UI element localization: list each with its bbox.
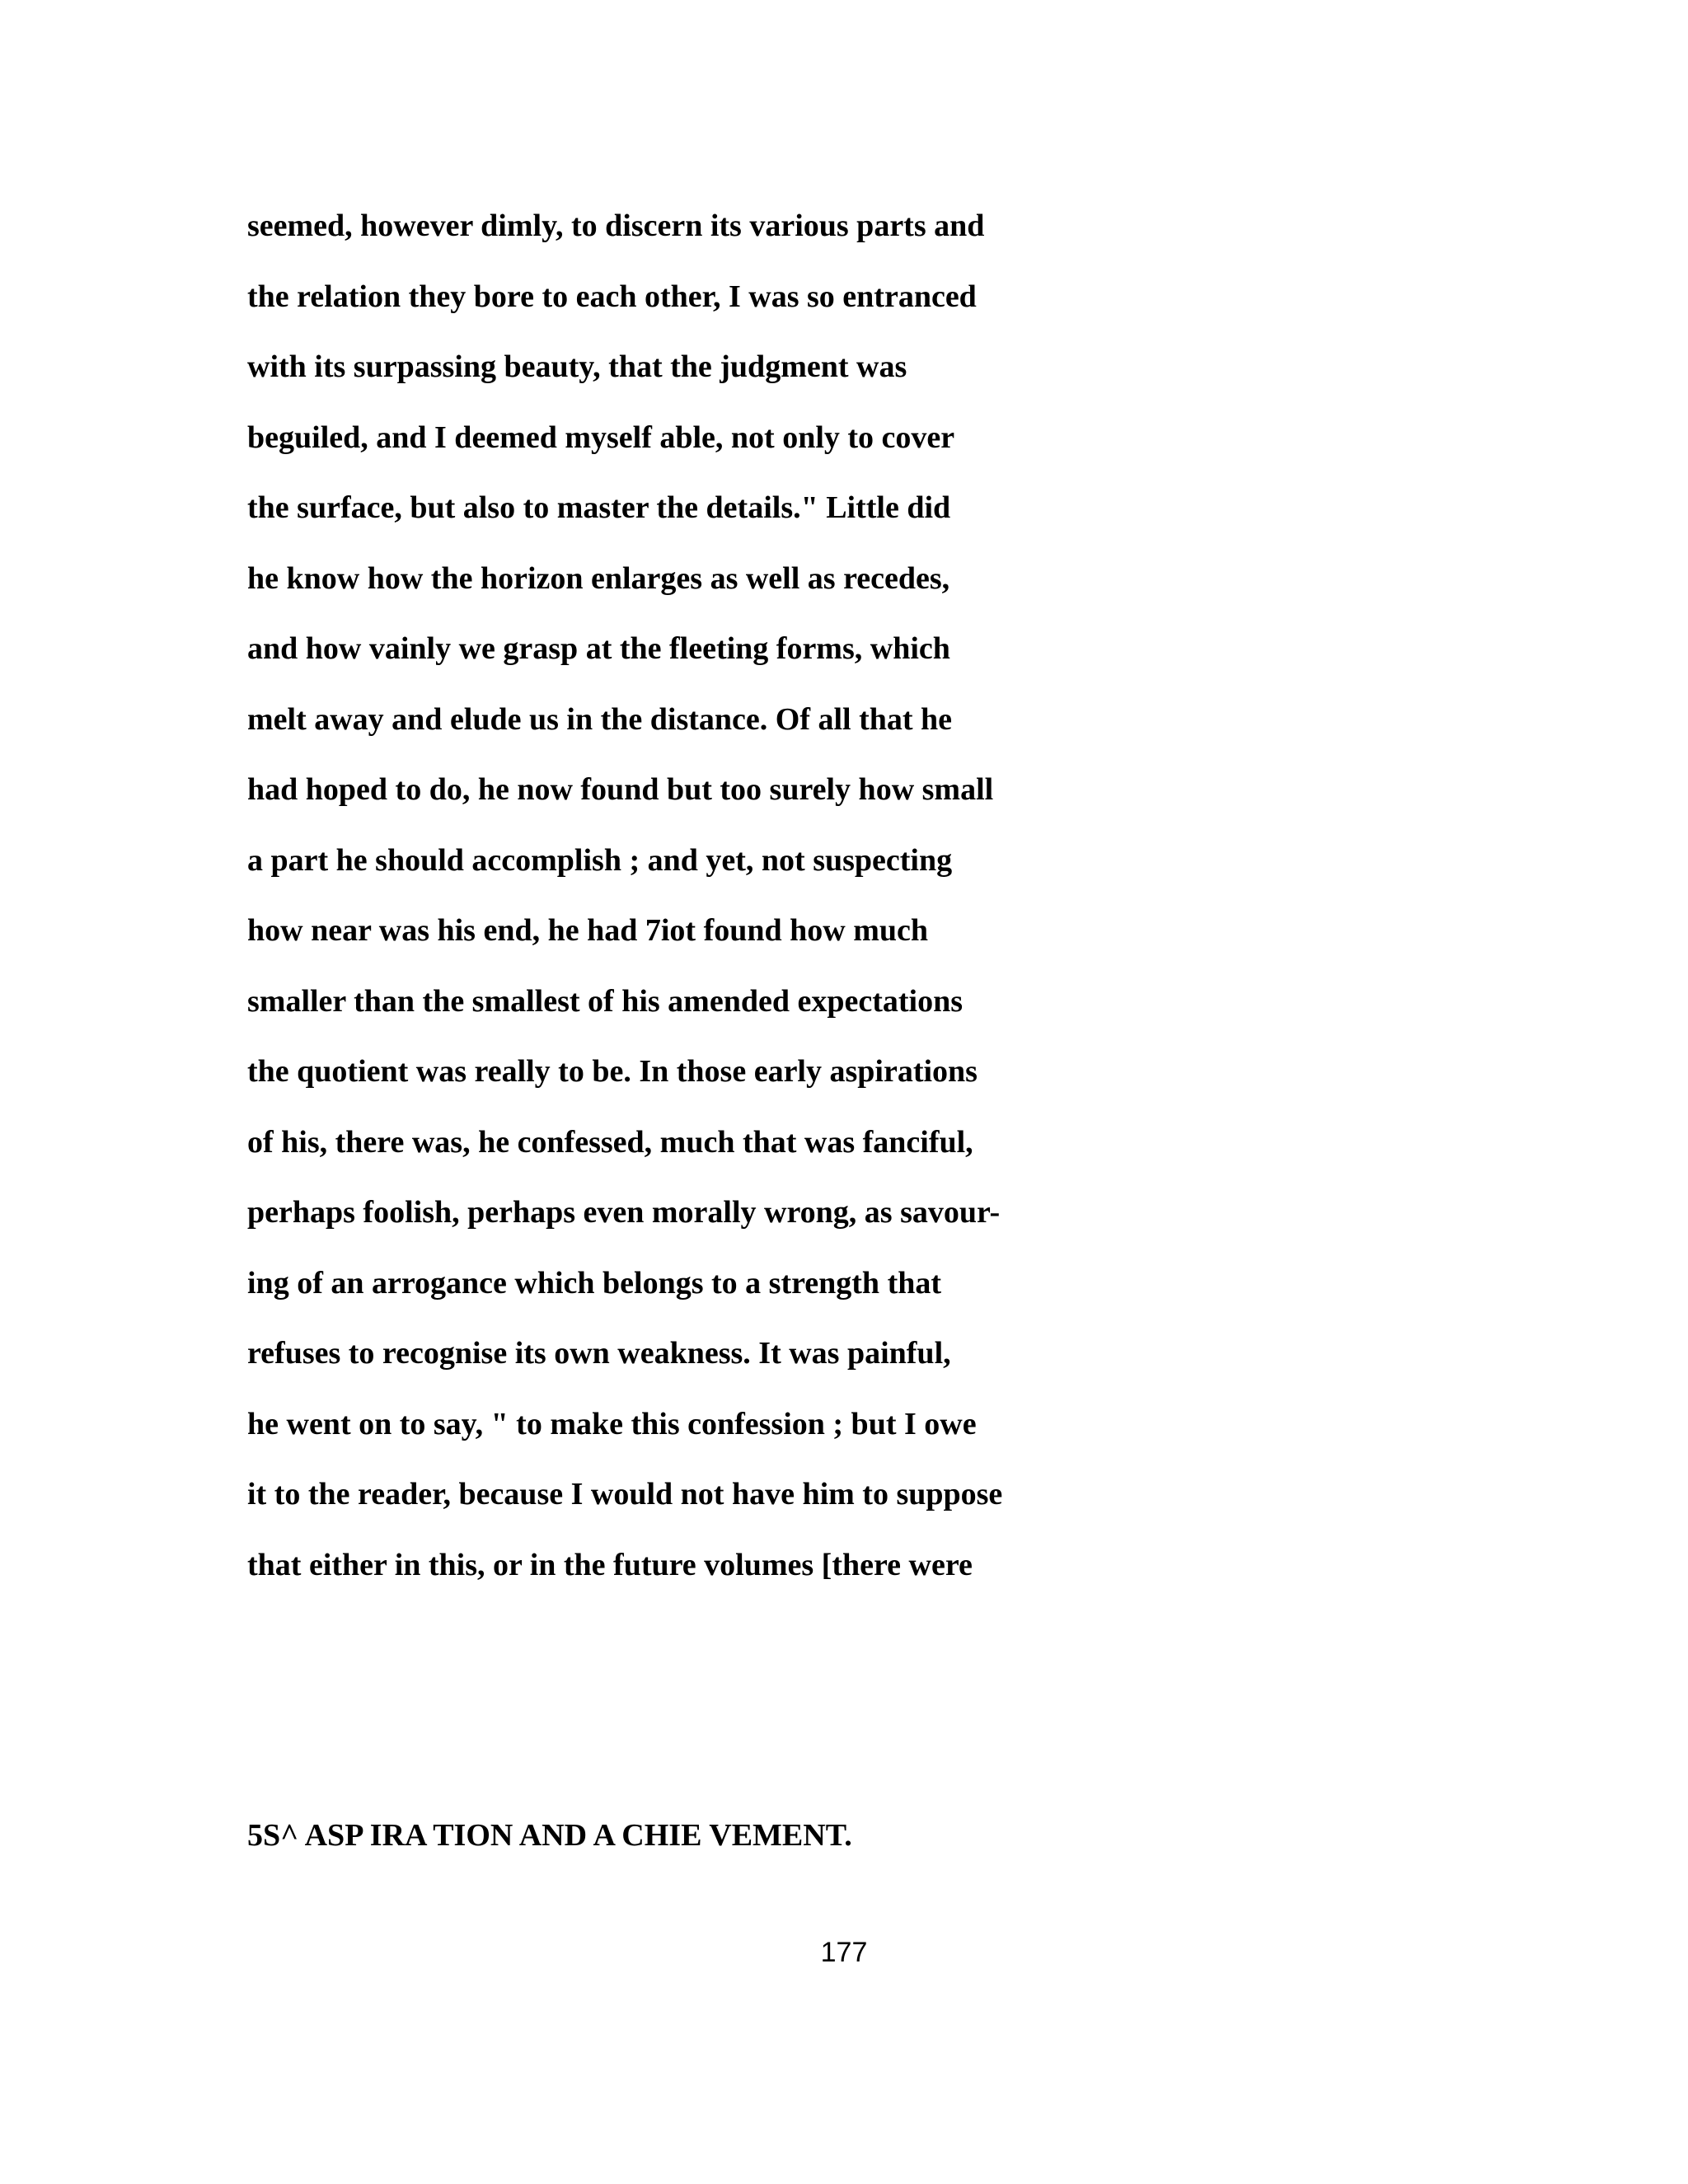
text-line: the surface, but also to master the details." Little did (247, 490, 951, 525)
text-line: smaller than the smallest of his amended expectations (247, 983, 963, 1019)
text-line: he know how the horizon enlarges as well as recedes, (247, 560, 950, 596)
text-line: a part he should accomplish ; and yet, not suspecting (247, 842, 953, 878)
text-line: he went on to say, " to make this confession ; but I owe (247, 1406, 977, 1441)
text-line: of his, there was, he confessed, much that was fanciful, (247, 1124, 973, 1160)
text-line: that either in this, or in the future volumes [there were (247, 1547, 973, 1582)
text-line: ing of an arrogance which belongs to a strength that (247, 1265, 942, 1301)
text-line: perhaps foolish, perhaps even morally wrong, as savour- (247, 1195, 1001, 1230)
text-line: refuses to recognise its own weakness. It was painful, (247, 1336, 951, 1371)
text-line: and how vainly we grasp at the fleeting forms, which (247, 631, 950, 666)
text-line: how near was his end, he had 7iot found how much (247, 913, 928, 948)
page-number: 177 (820, 1937, 868, 1968)
text-line: had hoped to do, he now found but too surely how small (247, 772, 994, 807)
text-line: the quotient was really to be. In those early aspirations (247, 1054, 978, 1089)
text-line: beguiled, and I deemed myself able, not only to cover (247, 419, 955, 455)
text-line: melt away and elude us in the distance. Of all that he (247, 701, 953, 737)
text-line: seemed, however dimly, to discern its various parts and (247, 209, 985, 243)
running-head: 5S^ ASP IRA TION AND A CHIE VEMENT. (247, 1818, 852, 1853)
text-line: with its surpassing beauty, that the judgment was (247, 349, 907, 384)
body-text (247, 191, 1442, 1601)
text-line: the relation they bore to each other, I was so entranced (247, 279, 977, 314)
text-line: it to the reader, because I would not have him to suppose (247, 1477, 1003, 1511)
